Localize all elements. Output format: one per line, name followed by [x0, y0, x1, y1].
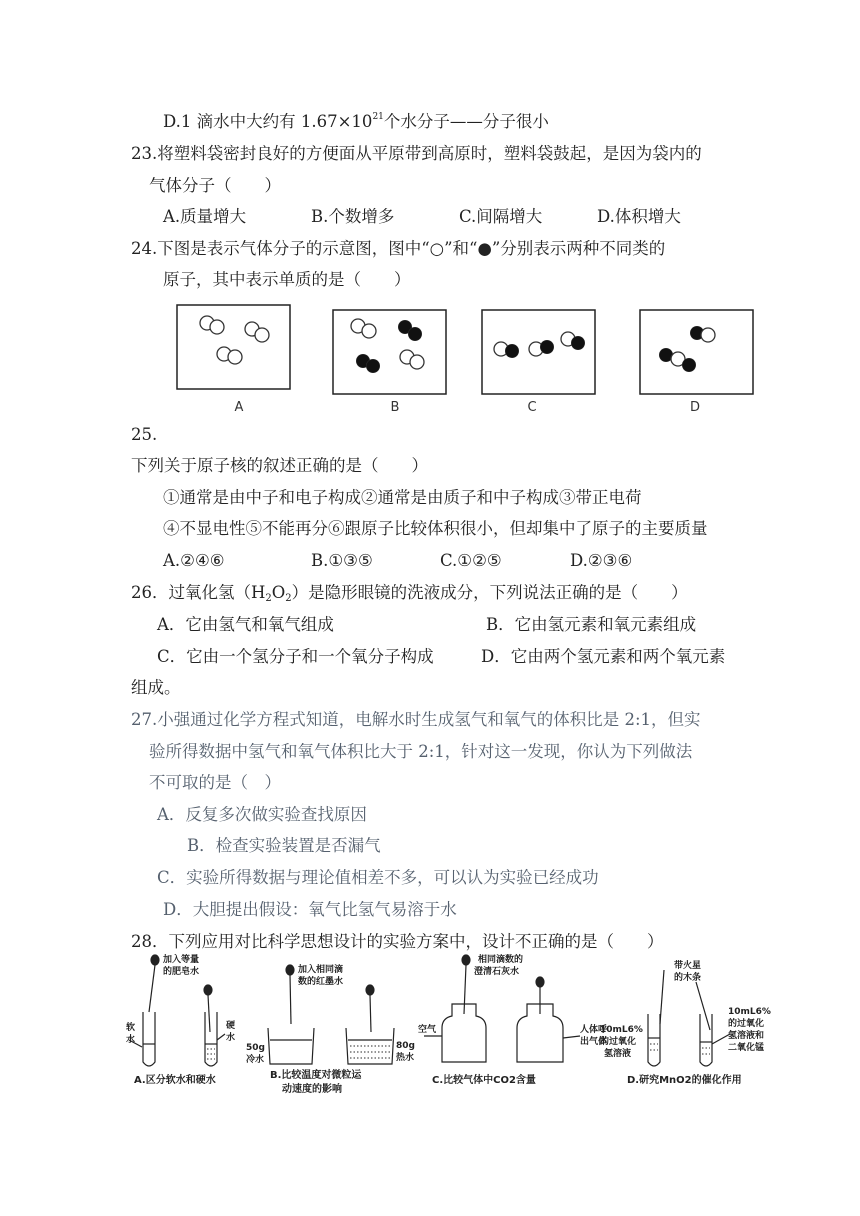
q28-experiment-figure	[0, 952, 860, 1102]
q28-b-left-line1: 50g	[246, 1043, 265, 1053]
q28-c-top-line1: 相同滴数的	[478, 955, 524, 965]
q28-a-left-line2: 水	[126, 1035, 136, 1045]
q23-stem-line2: 气体分子（ ）	[149, 176, 281, 195]
q28-d-left-line1: 10mL6%	[600, 1025, 643, 1035]
q25-items-line2: ④不显电性⑤不能再分⑥跟原子比较体积很小，但却集中了原子的主要质量	[163, 519, 708, 538]
q24-label-b: B	[390, 400, 400, 415]
q28-d-left-line2: 的过氧化	[600, 1037, 637, 1047]
q28-d-right-line3: 氢溶液和	[728, 1031, 765, 1041]
q28-c-caption: C.比较气体中CO2含量	[432, 1075, 536, 1086]
q28-a-right-line2: 水	[226, 1033, 236, 1043]
q28-b-caption-line1: B.比较温度对微粒运	[270, 1070, 362, 1081]
q23-option-b: B.个数增多	[311, 207, 395, 226]
q27-option-a: A．反复多次做实验查找原因	[157, 805, 367, 824]
q28-a-top-line2: 的肥皂水	[163, 967, 200, 977]
q22-option-d: D.1 滴水中大约有 $1.67\times 10^{21}$个水分子——分子很小	[163, 112, 549, 131]
q26-option-a: A．它由氢气和氧气组成	[157, 615, 334, 634]
q28-d-left-line3: 氢溶液	[604, 1049, 632, 1059]
q28-d-right-line4: 二氧化锰	[728, 1043, 765, 1053]
q27-option-b: B．检查实验装置是否漏气	[187, 836, 381, 855]
q26-option-c: C．它由一个氢分子和一个氧分子构成	[157, 647, 434, 666]
q25-option-b: B.①③⑤	[311, 551, 373, 570]
q26-option-b: B．它由氢元素和氧元素组成	[486, 615, 697, 634]
q28-a-right-line1: 硬	[226, 1021, 236, 1031]
q24-box-d	[640, 310, 753, 394]
q24-box-b	[333, 310, 446, 394]
q28-stem: 28．下列应用对比科学思想设计的实验方案中，设计不正确的是（ ）	[131, 932, 664, 951]
q23-stem-line1: 23.将塑料袋密封良好的方便面从平原带到高原时，塑料袋鼓起，是因为袋内的	[131, 144, 702, 163]
q28-d-top-line2: 的木条	[674, 973, 702, 983]
q27-stem-line3: 不可取的是（ ）	[149, 773, 281, 792]
q27-option-c: C．实验所得数据与理论值相差不多，可以认为实验已经成功	[157, 868, 599, 887]
q23-option-c: C.间隔增大	[459, 207, 543, 226]
q25-option-a: A.②④⑥	[163, 551, 225, 570]
q26-option-d: D．它由两个氢元素和两个氧元素	[481, 647, 726, 666]
q28-b-top-line1: 加入相同滴	[298, 965, 344, 975]
q28-d-right-line1: 10mL6%	[728, 1007, 771, 1017]
q24-stem-line1: 24.下图是表示气体分子的示意图，图中“○”和“●”分别表示两种不同类的	[131, 239, 666, 258]
q25-stem: 下列关于原子核的叙述正确的是（ ）	[131, 456, 428, 475]
q27-stem-line2: 验所得数据中氢气和氧气体积比大于 2:1，针对这一发现，你认为下列做法	[149, 742, 693, 761]
q28-c-left-label: 空气	[418, 1025, 437, 1035]
q24-molecule-figure	[0, 298, 860, 423]
q24-stem-line2: 原子，其中表示单质的是（ ）	[163, 270, 411, 289]
q24-box-c	[482, 310, 595, 394]
q28-c-right-line1: 人体呼	[580, 1025, 608, 1035]
q24-label-d: D	[689, 400, 701, 415]
q23-option-d: D.体积增大	[597, 207, 681, 226]
q28-d-top-line1: 带火星	[674, 961, 702, 971]
q28-c-top-line2: 澄清石灰水	[474, 967, 520, 977]
q28-d-caption: D.研究MnO2的催化作用	[627, 1075, 742, 1086]
q28-a-left-line1: 软	[126, 1023, 136, 1033]
q27-stem-line1: 27.小强通过化学方程式知道，电解水时生成氢气和氧气的体积比是 2:1，但实	[131, 710, 701, 729]
q26-stem: 26．过氧化氢$(H_2O_2)$是隐形眼镜的洗液成分，下列说法正确的是（ ）	[131, 583, 688, 604]
q24-label-a: A	[234, 400, 244, 415]
q28-a-top-line1: 加入等量	[163, 955, 200, 965]
q23-option-a: A.质量增大	[163, 207, 247, 226]
q24-label-c: C	[527, 400, 537, 415]
q25-items-line1: ①通常是由中子和电子构成②通常是由质子和中子构成③带正电荷	[163, 488, 642, 507]
q26-option-d-continued: 组成。	[131, 678, 181, 697]
q25-option-c: C.①②⑤	[440, 551, 502, 570]
q28-figure-d	[648, 970, 730, 1066]
q27-option-d: D．大胆提出假设：氧气比氢气易溶于水	[163, 900, 457, 919]
q28-b-top-line2: 数的红墨水	[298, 977, 344, 987]
q25-number: 25.	[131, 425, 158, 444]
q25-option-d: D.②③⑥	[570, 551, 633, 570]
q28-b-right-line1: 80g	[396, 1041, 415, 1051]
q28-b-left-line2: 冷水	[246, 1055, 265, 1065]
q28-d-right-line2: 的过氧化	[728, 1019, 765, 1029]
q24-box-a	[177, 305, 290, 389]
q28-b-right-line2: 热水	[396, 1053, 415, 1063]
q28-c-right-line2: 出气体	[580, 1037, 608, 1047]
q28-b-caption-line2: 动速度的影响	[282, 1084, 342, 1095]
q28-a-caption: A.区分软水和硬水	[134, 1075, 216, 1086]
